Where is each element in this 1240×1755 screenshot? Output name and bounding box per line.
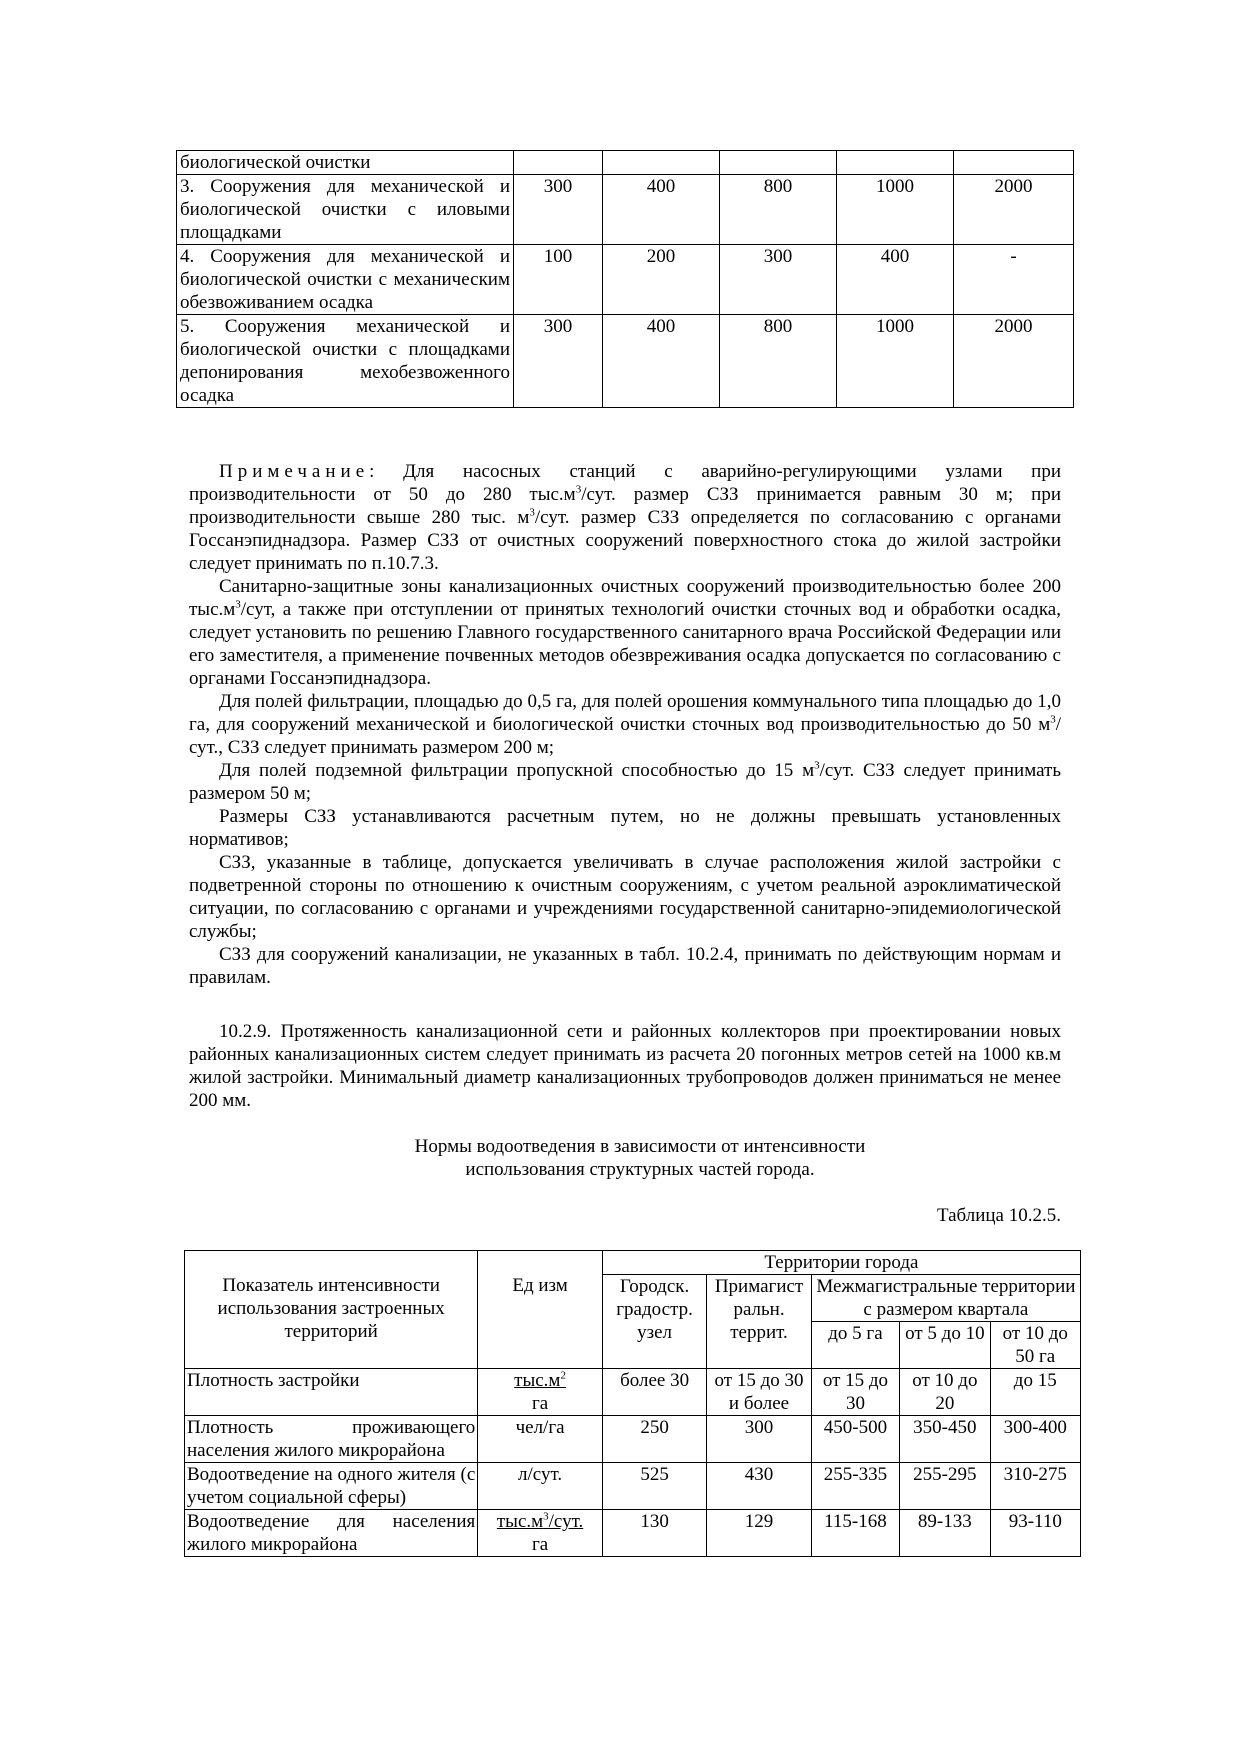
header-q3: от 10 до 50 га (990, 1322, 1080, 1369)
cell: 350-450 (900, 1416, 990, 1463)
header-q1: до 5 га (811, 1322, 899, 1369)
cell: 300 (707, 1416, 811, 1463)
row-label: биологической очистки (177, 151, 514, 175)
cell: 800 (720, 175, 837, 245)
cell: 200 (603, 245, 720, 315)
drainage-norms-table (184, 1250, 1081, 1557)
header-inter-main: Межмагистральные территории с размером квартала (811, 1275, 1080, 1322)
cell: 430 (707, 1463, 811, 1510)
row-label: 4. Сооружения для механической и биологической очистки с механическим обезвоживанием осадка (177, 245, 514, 315)
cell: от 10 до 20 (900, 1369, 990, 1416)
header-city-node: Городск. градостр. узел (602, 1275, 706, 1369)
note-heading: Примечание (219, 461, 370, 482)
cell: до 15 (990, 1369, 1080, 1416)
row-label: 3. Сооружения для механической и биологической очистки с иловыми площадками (177, 175, 514, 245)
cell: от 15 до 30 и более (707, 1369, 811, 1416)
cell: 255-335 (811, 1463, 899, 1510)
cell: 1000 (837, 175, 954, 245)
unit-denominator: га (531, 1393, 549, 1414)
table-row (177, 245, 1074, 315)
note-paragraph: СЗЗ для сооружений канализации, не указанных в табл. 10.2.4, принимать по действующим нормам и правилам. (189, 944, 1061, 988)
table-row (177, 175, 1074, 245)
cell: 300 (514, 175, 603, 245)
cell: - (954, 245, 1074, 315)
table-row (185, 1416, 1081, 1463)
cell (514, 151, 603, 175)
note-paragraph: Санитарно-защитные зоны канализационных очистных сооружений производительностью более 200 $тыс.м^3$/сут, а также при отступлении от принятых технологий очистки сточных вод и обработки осадка, следует установить по решению Главного государственного санитарного врача Российской Федерации или его заместителя, а применение почвенных методов обезвреживания осадка допускается по согласованию с органами Госсанэпиднадзора. (189, 576, 1061, 689)
table-row (185, 1369, 1081, 1416)
cell: 1000 (837, 315, 954, 408)
note-paragraph: Для полей подземной фильтрации пропускной способностью до 15 $м^3$/сут. СЗЗ следует принимать размером 50 м; (189, 759, 1061, 804)
cell: 129 (707, 1510, 811, 1557)
row-label: Водоотведение на одного жителя (с учетом социальной сферы) (185, 1463, 478, 1510)
unit-numerator: $тыс.м^3$/сут. (496, 1510, 584, 1532)
sanitary-zone-table (176, 150, 1074, 408)
unit-cell: л/сут. (478, 1463, 603, 1510)
note-paragraph: Примечание: Для насосных станций с аварийно-регулирующими узлами при производительности от 50 до 280 $тыс.м^3$/сут. размер СЗЗ принимается равным 30 м; при производительности свыше 280 тыс. $м^3$/сут. размер СЗЗ определяется по согласованию с органами Госсанэпиднадзора. Размер СЗЗ от очистных сооружений поверхностного стока до жилой застройки следует принимать по п.10.7.3. (189, 461, 1061, 574)
caption-line: Нормы водоотведения в зависимости от интенсивности (414, 1136, 866, 1157)
table-row (177, 315, 1074, 408)
cell (603, 151, 720, 175)
cell: 115-168 (811, 1510, 899, 1557)
row-label: Плотность застройки (185, 1369, 478, 1416)
cell: 400 (837, 245, 954, 315)
cell: 130 (602, 1510, 706, 1557)
cell: 300 (514, 315, 603, 408)
cell: 300-400 (990, 1416, 1080, 1463)
cell: 93-110 (990, 1510, 1080, 1557)
unit-numerator: $тыс.м^2$ (514, 1369, 566, 1391)
cell: 310-275 (990, 1463, 1080, 1510)
unit-cell: чел/га (478, 1416, 603, 1463)
cell: 400 (603, 175, 720, 245)
note-paragraph: Размеры СЗЗ устанавливаются расчетным путем, но не должны превышать установленных нормативов; (189, 806, 1061, 850)
row-label: Водоотведение для населения жилого микрорайона (185, 1510, 478, 1557)
cell: от 15 до 30 (811, 1369, 899, 1416)
cell: 450-500 (811, 1416, 899, 1463)
cell: 2000 (954, 315, 1074, 408)
cell: 89-133 (900, 1510, 990, 1557)
unit-cell (478, 1510, 603, 1557)
cell: 800 (720, 315, 837, 408)
table-row (185, 1510, 1081, 1557)
caption-line: использования структурных частей города. (465, 1159, 815, 1180)
header-q2: от 5 до 10 (900, 1322, 990, 1369)
table-row (177, 151, 1074, 175)
header-unit: Ед изм (478, 1251, 603, 1369)
unit-cell (478, 1369, 603, 1416)
cell: 100 (514, 245, 603, 315)
cell: 525 (602, 1463, 706, 1510)
cell: 250 (602, 1416, 706, 1463)
row-label: Плотность проживающего населения жилого микрорайона (185, 1416, 478, 1463)
note-paragraph: СЗЗ, указанные в таблице, допускается увеличивать в случае расположения жилой застройки с подветренной стороны по отношению к очистным сооружениям, с учетом реальной аэроклиматической ситуации, по согласованию с органами и учреждениями государственной санитарно-эпидемиологической службы; (189, 852, 1061, 942)
table-row (185, 1463, 1081, 1510)
section-10-2-9: 10.2.9. Протяженность канализационной сети и районных коллекторов при проектировании новых районных канализационных систем следует принимать из расчета 20 погонных метров сетей на 1000 кв.м жилой застройки. Минимальный диаметр канализационных трубопроводов должен приниматься не менее 200 мм. (189, 1021, 1061, 1111)
header-territories: Территории города (602, 1251, 1080, 1275)
cell: 255-295 (900, 1463, 990, 1510)
header-row (185, 1251, 1081, 1275)
cell (954, 151, 1074, 175)
row-label: 5. Сооружения механической и биологической очистки с площадками депонирования мехобезвоженного осадка (177, 315, 514, 408)
note-paragraph: Для полей фильтрации, площадью до 0,5 га, для полей орошения коммунального типа площадью до 1,0 га, для сооружений механической и биологической очистки сточных вод производительностью до 50 $м^3$/сут., СЗЗ следует принимать размером 200 м; (189, 691, 1061, 758)
cell (837, 151, 954, 175)
cell: более 30 (602, 1369, 706, 1416)
notes-section (189, 460, 1061, 989)
header-near-main: Примагист ральн. террит. (707, 1275, 811, 1369)
unit-denominator: га (531, 1534, 549, 1555)
table-number: Таблица 10.2.5. (936, 1205, 1061, 1226)
cell (720, 151, 837, 175)
cell: 2000 (954, 175, 1074, 245)
table-caption (340, 1135, 940, 1181)
header-indicator: Показатель интенсивности использования застроенных территорий (185, 1251, 478, 1369)
cell: 400 (603, 315, 720, 408)
cell: 300 (720, 245, 837, 315)
